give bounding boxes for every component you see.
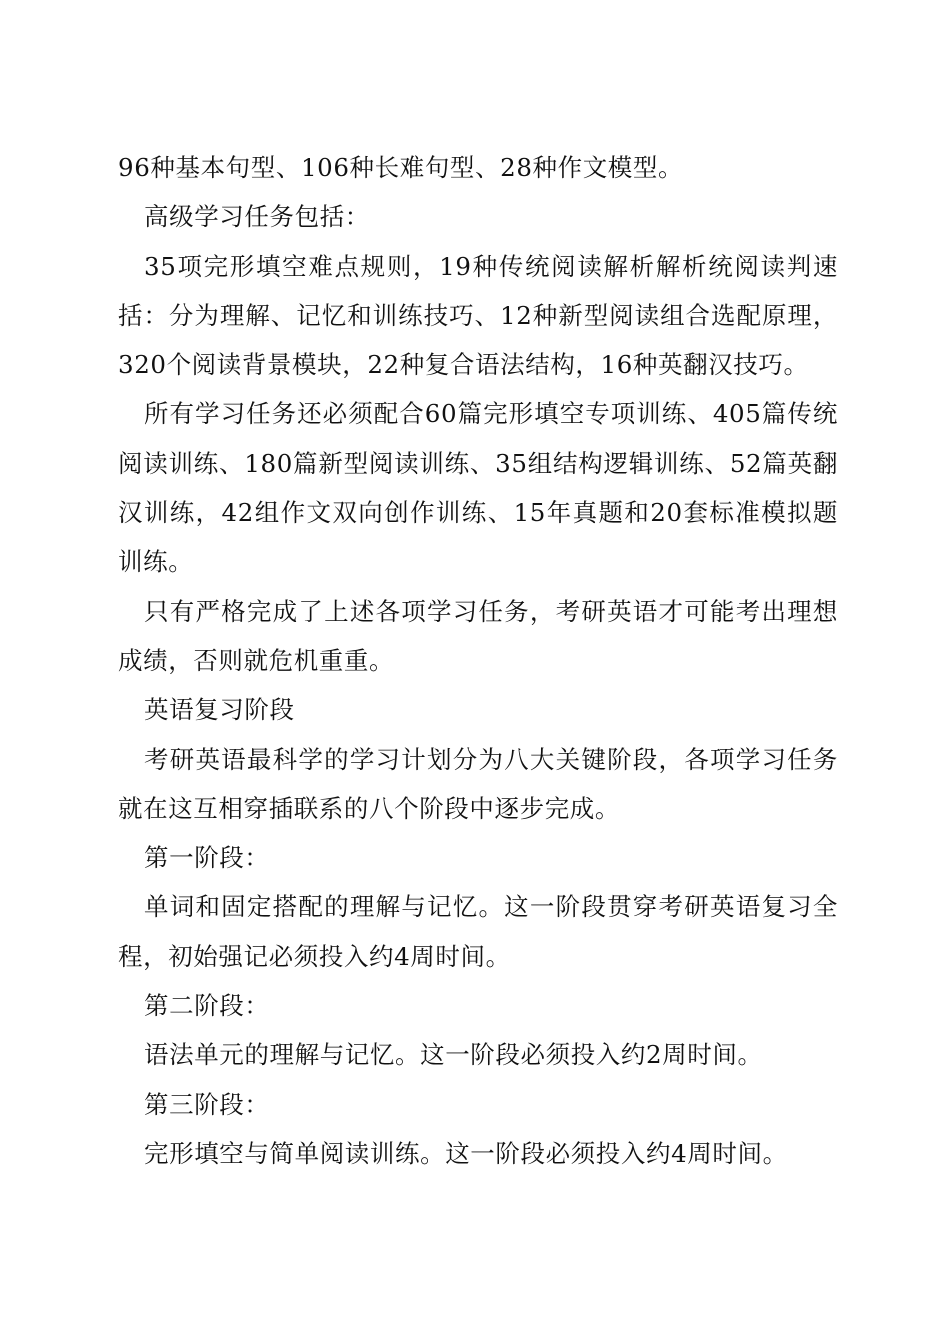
paragraph-stage-three: 完形填空与简单阅读训练。这一阶段必须投入约4周时间。: [144, 1138, 788, 1168]
document-body: [118, 143, 838, 1178]
paragraph-training-requirements: 所有学习任务还必须配合60篇完形填空专项训练、405篇传统阅读训练、180篇新型阅读训练、35组结构逻辑训练、52篇英翻汉训练，42组作文双向创作训练、15年真题和20套标准模拟题训练。: [118, 399, 838, 577]
heading-advanced-tasks: 高级学习任务包括：: [144, 202, 370, 232]
paragraph-sentence-types: 96种基本句型、106种长难句型、28种作文模型。: [118, 153, 684, 182]
paragraph-study-plan: 考研英语最科学的学习计划分为八大关键阶段，各项学习任务就在这互相穿插联系的八个阶段中逐步完成。: [118, 744, 838, 823]
heading-stage-three: 第三阶段：: [144, 1089, 270, 1119]
paragraph-stage-one: 单词和固定搭配的理解与记忆。这一阶段贯穿考研英语复习全程，初始强记必须投入约4周时间。: [118, 892, 838, 971]
heading-stage-one: 第一阶段：: [144, 843, 270, 873]
heading-stage-two: 第二阶段：: [144, 991, 270, 1021]
paragraph-completion-warning: 只有严格完成了上述各项学习任务，考研英语才可能考出理想成绩，否则就危机重重。: [118, 596, 838, 675]
paragraph-stage-two: 语法单元的理解与记忆。这一阶段必须投入约2周时间。: [144, 1040, 763, 1070]
heading-review-stages: 英语复习阶段: [144, 695, 295, 725]
paragraph-advanced-tasks: 35项完形填空难点规则，19种传统阅读解析解析统阅读判速括：分为理解、记忆和训练技巧、12种新型阅读组合选配原理，320个阅读背景模块，22种复合语法结构，16种英翻汉技巧。: [118, 251, 838, 380]
